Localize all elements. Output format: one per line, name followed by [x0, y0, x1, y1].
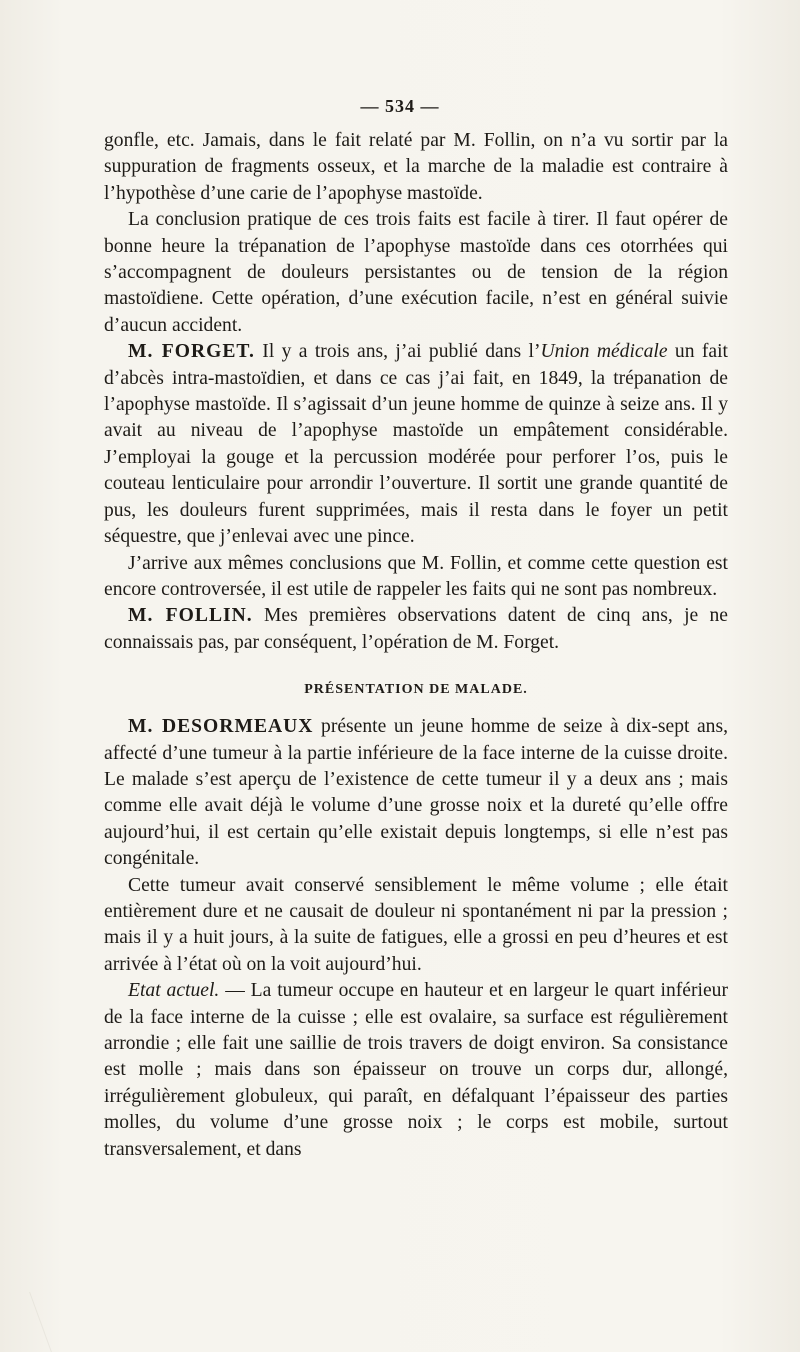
paragraph-forget: [104, 339, 728, 550]
paragraph-desormeaux: [104, 714, 728, 872]
etat-actuel-text: — La tumeur occupe en hauteur et en largeur le quart inférieur de la face interne de la cuisse ; elle est ovalaire, sa surface est régulièrement arrondie ; elle fait une saillie de trois travers de doigt environ. Sa consistance est molle ; mais dans son épaisseur on trouve un corps dur, allongé, irrégulièrement globuleux, qui paraît, en défalquant l’épaisseur des parties molles, du volume d’une grosse noix ; le corps est mobile, surtout transversalement, et dans: [104, 980, 728, 1160]
paragraph-etat-actuel: [104, 978, 728, 1163]
page-number: — 534 —: [360, 96, 440, 116]
paragraph-continuation: gonfle, etc. Jamais, dans le fait relaté par M. Follin, on n’a vu sortir par la suppuration de fragments osseux, et la marche de la maladie est contraire à l’hypothèse d’une carie de l’apophyse mastoïde.: [104, 130, 728, 204]
follin-text: Mes premières observations datent de cinq ans, je ne connaissais pas, par conséquent, l’opération de M. Forget.: [104, 605, 729, 653]
paragraph-conclusion: La conclusion pratique de ces trois faits est facile à tirer. Il faut opérer de bonne heure la trépanation de l’apophyse mastoïde dans ces otorrhées qui s’accompagnent de douleurs persistantes ou de tension de la région mastoïdiene. Cette opération, d’une exécution facile, n’est en général suivie d’aucun accident.: [104, 209, 728, 336]
desormeaux-text: présente un jeune homme de seize à dix-sept ans, affecté d’une tumeur à la partie inférieure de la face interne de la cuisse droite. Le malade s’est aperçu de l’existence de cette tumeur il y a deux ans ; mais comme elle avait déjà le volume d’une grosse noix et la dureté qu’elle offre aujourd’hui, il est certain qu’elle existait depuis longtemps, si elle n’est pas congénitale.: [104, 716, 728, 870]
etat-actuel-label: Etat actuel.: [128, 980, 220, 1002]
speaker-forget: M. FORGET.: [128, 341, 255, 363]
paragraph-forget-continued: J’arrive aux mêmes conclusions que M. Follin, et comme cette question est encore controversée, il est utile de rappeler les faits qui ne sont pas nombreux.: [104, 552, 728, 600]
paragraph-tumeur: Cette tumeur avait conservé sensiblement le même volume ; elle était entièrement dure et ne causait de douleur ni spontanément ni par la pression ; mais il y a huit jours, à la suite de fatigues, elle a grossi en peu d’heures et est arrivée à l’état où on la voit aujourd’hui.: [104, 874, 728, 975]
speaker-desormeaux: M. DESORMEAUX: [128, 716, 314, 738]
journal-title: Union médicale: [540, 341, 668, 363]
page-edge-decoration: [0, 1292, 52, 1352]
forget-text-b: un fait d’abcès intra-mastoïdien, et dans ce cas j’ai fait, en 1849, la trépanation de l’apophyse mastoïde. Il s’agissait d’un jeune homme de quinze à seize ans. Il y avait au niveau de l’apophyse mastoïde un empâtement considérable. J’employai la gouge et la percussion modérée pour perforer l’os, puis le couteau lenticulaire pour arrondir l’ouverture. Il sortit une grande quantité de pus, les douleurs furent supprimées, mais il resta dans le foyer un petit séquestre, que j’enlevai avec une pince.: [104, 341, 728, 548]
speaker-follin: M. FOLLIN.: [128, 605, 253, 627]
section-heading: PRÉSENTATION DE MALADE.: [304, 682, 528, 698]
forget-text-a: Il y a trois ans, j’ai publié dans l’: [254, 341, 541, 363]
paragraph-follin: [104, 603, 728, 656]
body-text: [104, 128, 728, 1163]
